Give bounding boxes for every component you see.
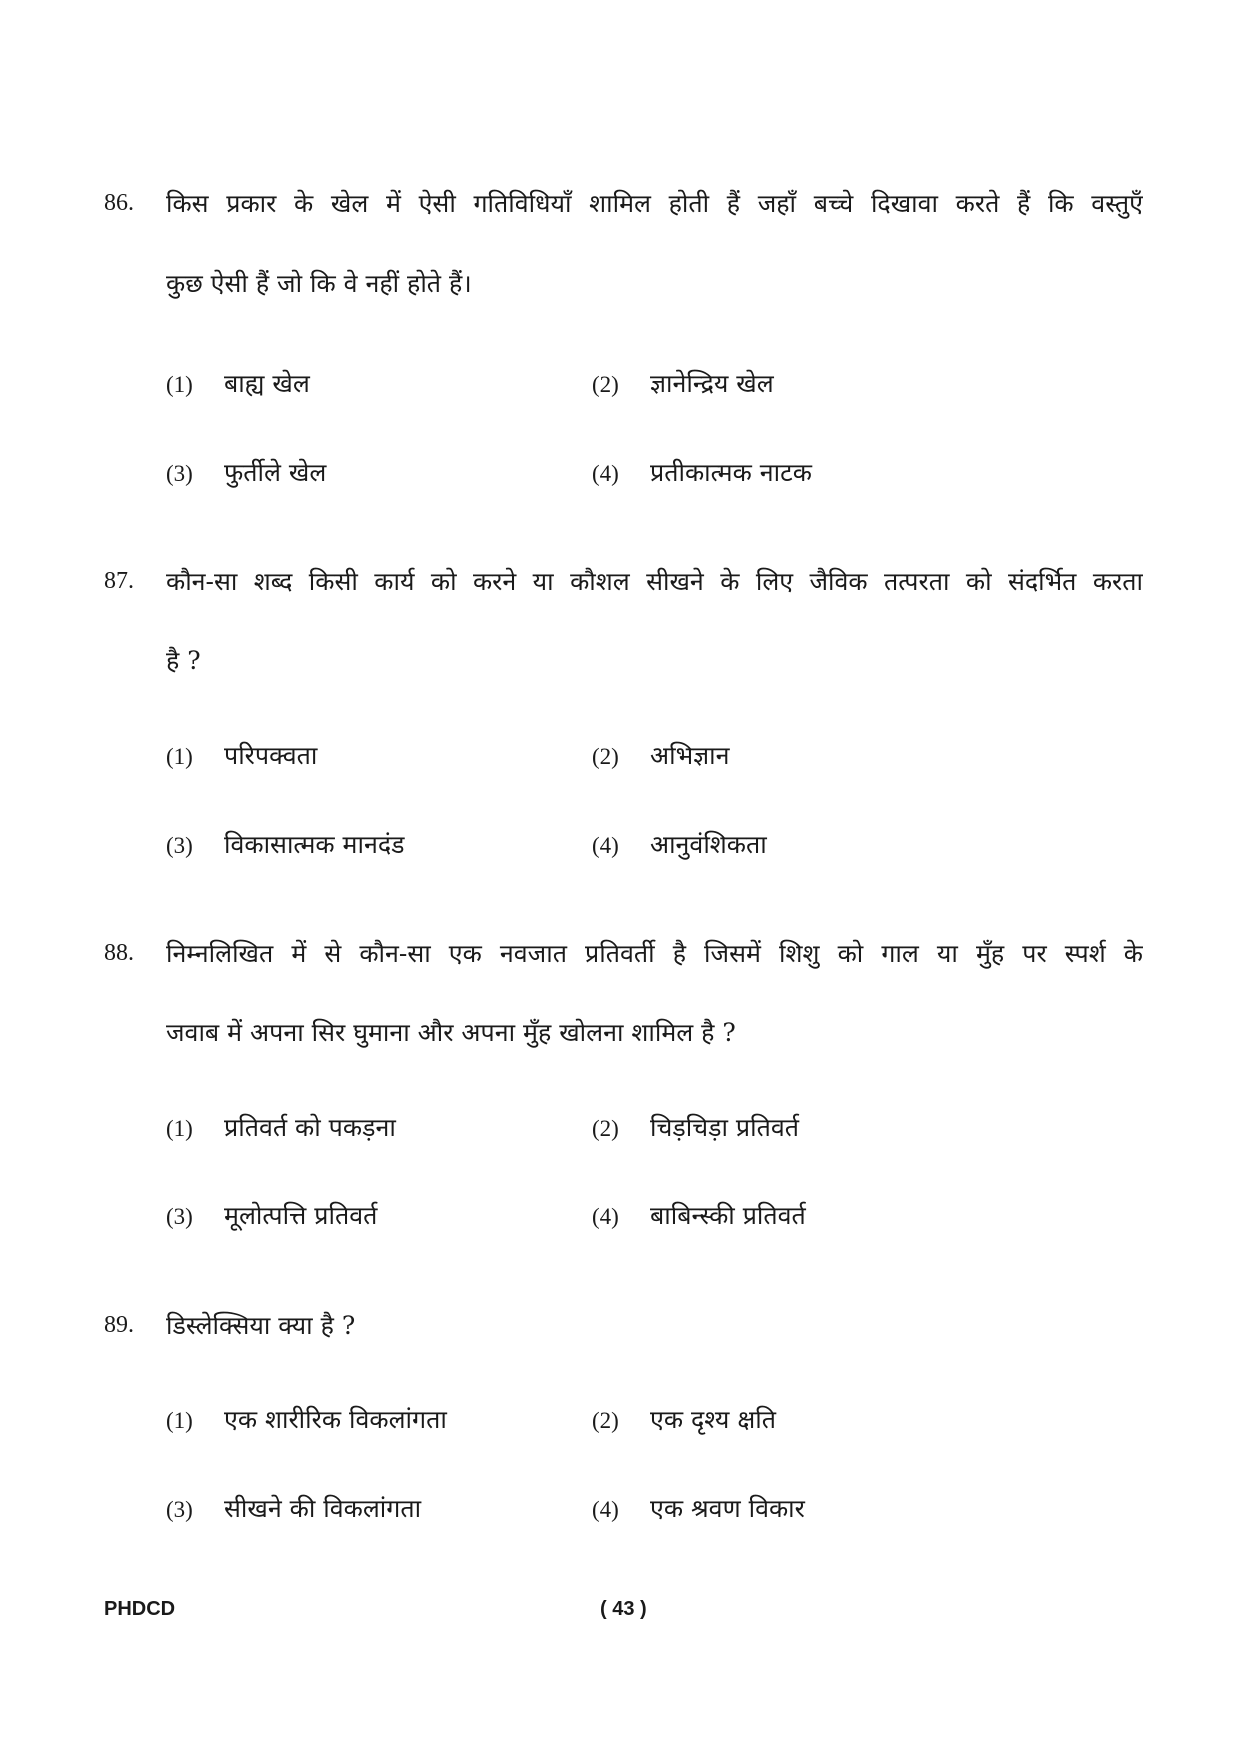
option-number: (2): [592, 1408, 619, 1433]
option-number: (3): [166, 1204, 193, 1229]
option-1: [166, 738, 317, 772]
option-2: [592, 738, 730, 772]
option-number: (4): [592, 833, 619, 858]
question-text-line-1: निम्नलिखित में से कौन-सा एक नवजात प्रतिवर्ती है जिसमें शिशु को गाल या मुँह पर स्पर्श के: [166, 939, 1143, 968]
option-3: [166, 827, 405, 861]
option-text: परिपक्वता: [224, 741, 318, 770]
option-number: (3): [166, 833, 193, 858]
option-2: [592, 1110, 799, 1144]
option-number: (3): [166, 1497, 193, 1522]
option-number: (3): [166, 461, 193, 486]
option-number: (1): [166, 744, 193, 769]
question-text-line-2: कुछ ऐसी हैं जो कि वे नहीं होते हैं।: [166, 269, 472, 298]
option-1: [166, 1402, 447, 1436]
footer-code: PHDCD: [104, 1598, 176, 1620]
option-number: (2): [592, 744, 619, 769]
option-text: बाह्य खेल: [224, 369, 310, 398]
option-text: चिड़चिड़ा प्रतिवर्त: [650, 1113, 799, 1142]
option-text: प्रतिवर्त को पकड़ना: [224, 1113, 396, 1142]
option-text: सीखने की विकलांगता: [224, 1494, 422, 1523]
option-4: [592, 1491, 805, 1525]
option-text: एक दृश्य क्षति: [650, 1405, 776, 1434]
option-text: फुर्तीले खेल: [224, 458, 327, 487]
option-3: [166, 1491, 421, 1525]
option-number: (4): [592, 1204, 619, 1229]
option-number: (1): [166, 1116, 193, 1141]
option-text: आनुवंशिकता: [650, 830, 767, 859]
question-text-line-2: है ?: [166, 646, 201, 675]
question-text-line-2: जवाब में अपना सिर घुमाना और अपना मुँह खोलना शामिल है ?: [166, 1018, 736, 1047]
option-3: [166, 1198, 377, 1232]
option-text: विकासात्मक मानदंड: [224, 830, 405, 859]
option-text: मूलोत्पत्ति प्रतिवर्त: [224, 1201, 378, 1230]
option-text: अभिज्ञान: [650, 741, 730, 770]
option-number: (1): [166, 372, 193, 397]
question-number: 88.: [104, 940, 134, 966]
option-text: बाबिन्स्की प्रतिवर्त: [650, 1201, 806, 1230]
question-text-line-1: किस प्रकार के खेल में ऐसी गतिविधियाँ शामिल होती हैं जहाँ बच्चे दिखावा करते हैं कि वस्तुएँ: [166, 189, 1143, 218]
option-text: एक शारीरिक विकलांगता: [224, 1405, 447, 1434]
option-number: (2): [592, 1116, 619, 1141]
question-number: 86.: [104, 190, 134, 216]
question-text-line-1: डिस्लेक्सिया क्या है ?: [166, 1311, 356, 1340]
option-2: [592, 1402, 776, 1436]
option-number: (4): [592, 1497, 619, 1522]
option-3: [166, 455, 326, 489]
option-4: [592, 455, 812, 489]
option-2: [592, 366, 774, 400]
option-4: [592, 827, 767, 861]
question-number: 89.: [104, 1312, 134, 1338]
option-4: [592, 1198, 806, 1232]
option-text: एक श्रवण विकार: [650, 1494, 805, 1523]
option-text: प्रतीकात्मक नाटक: [650, 458, 812, 487]
option-number: (4): [592, 461, 619, 486]
option-number: (1): [166, 1408, 193, 1433]
option-text: ज्ञानेन्द्रिय खेल: [650, 369, 774, 398]
page-number: ( 43 ): [600, 1598, 647, 1620]
option-1: [166, 366, 310, 400]
option-1: [166, 1110, 396, 1144]
question-number: 87.: [104, 568, 134, 594]
question-text-line-1: कौन-सा शब्द किसी कार्य को करने या कौशल सीखने के लिए जैविक तत्परता को संदर्भित करता: [166, 567, 1143, 596]
option-number: (2): [592, 372, 619, 397]
